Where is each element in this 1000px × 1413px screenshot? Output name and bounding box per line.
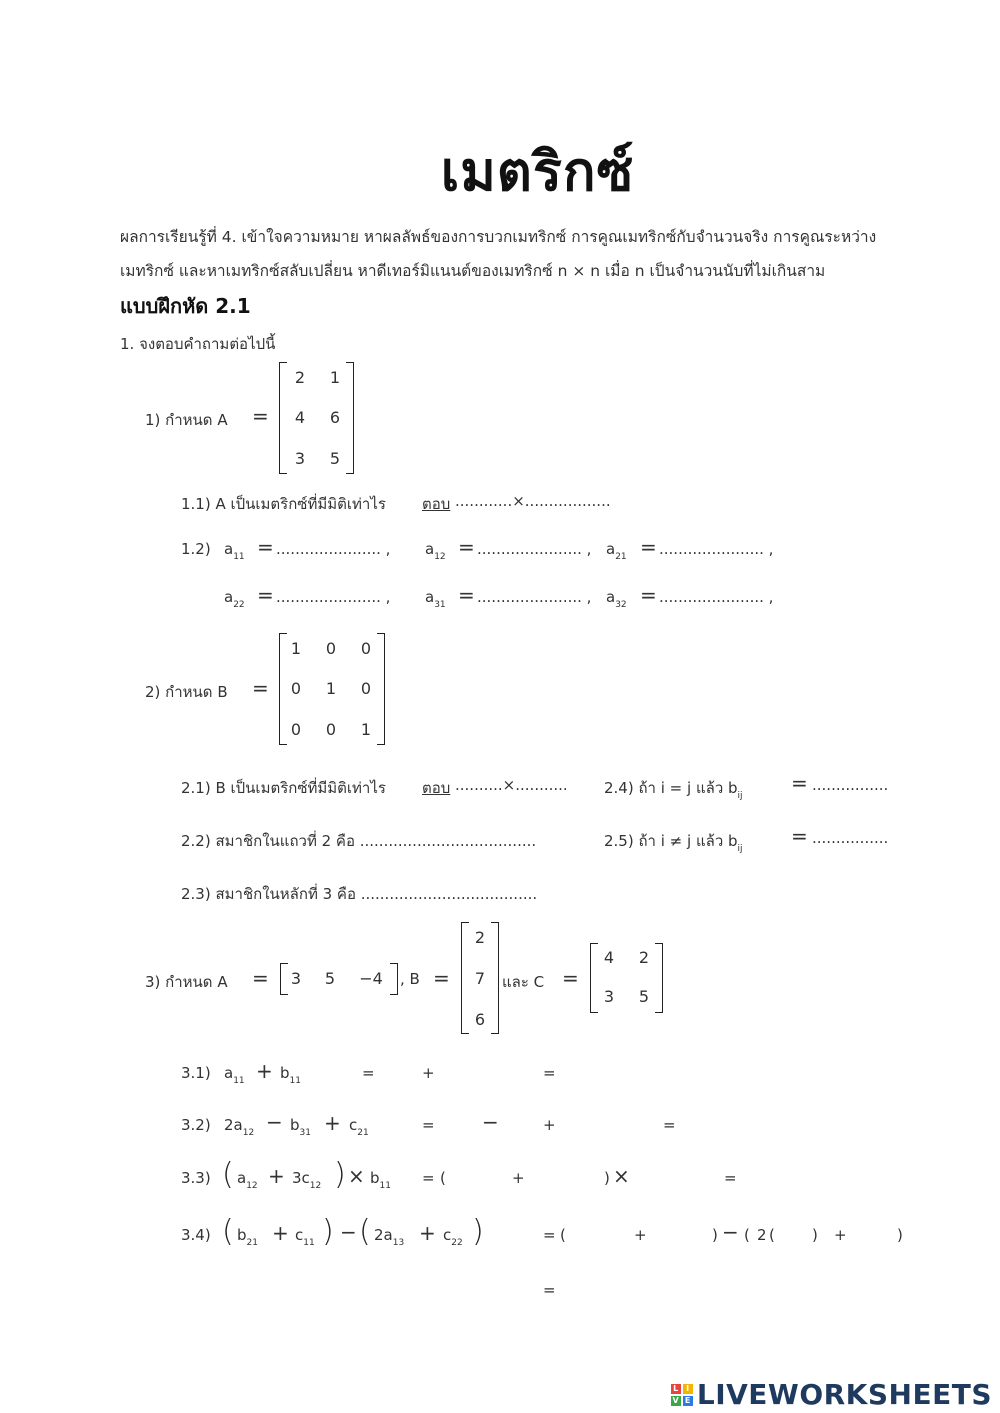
q3-1-b11: $b_{11}$ xyxy=(280,1064,301,1086)
q2-3[interactable]: 2.3) สมาชิกในหลักที่ 3 คือ ..................................... xyxy=(181,885,538,903)
p3-comma-b: , B xyxy=(400,970,420,988)
column-matrix-b xyxy=(461,922,499,1034)
q1-1-answer-word: ตอบ xyxy=(422,495,451,513)
q3-3-equals-result: = xyxy=(724,1169,737,1187)
q1-2-a12-blank[interactable]: ...................... , xyxy=(477,540,592,558)
p3-and-c: และ C xyxy=(502,973,545,991)
q3-2-minus: − xyxy=(482,1110,499,1134)
p3-label: 3) กำหนด A xyxy=(145,973,228,991)
close-paren: ) xyxy=(334,1157,346,1192)
times-sign: × xyxy=(348,1164,365,1188)
matrix-a-cell: 6 xyxy=(329,408,341,427)
plus-sign: + xyxy=(256,1059,273,1083)
matrix-c-cell: 2 xyxy=(638,948,650,967)
q1-2-a11: $a_{11}$ xyxy=(224,540,245,562)
q3-4-label: 3.4) xyxy=(181,1226,211,1244)
question-1-instruction: 1. จงตอบคำถามต่อไปนี้ xyxy=(120,335,276,353)
q3-4-equals: = xyxy=(543,1226,556,1244)
q1-2-label: 1.2) xyxy=(181,540,211,558)
q3-2-2a12: $2a_{12}$ xyxy=(224,1116,255,1138)
q3-4-close-3: ) xyxy=(897,1226,903,1244)
q2-2[interactable]: 2.2) สมาชิกในแถวที่ 2 คือ ..................................... xyxy=(181,832,537,850)
q3-4-open-1: ( xyxy=(560,1226,566,1244)
matrix-b-cell: 1 xyxy=(360,720,372,739)
open-paren: ( xyxy=(222,1157,234,1192)
q3-3-3c12: $3c_{12}$ xyxy=(292,1169,322,1191)
minus-sign: − xyxy=(266,1110,283,1134)
matrix-a xyxy=(279,362,354,474)
p2-equals: = xyxy=(252,676,269,700)
q3-2-equals: = xyxy=(422,1116,435,1134)
equals-sign: = xyxy=(640,583,657,607)
matrix-a-cell: 4 xyxy=(294,408,306,427)
matrix-c-cell: 4 xyxy=(603,948,615,967)
q3-4-minus: − xyxy=(722,1220,739,1244)
q3-1-plus: + xyxy=(422,1064,435,1082)
q3-1-equals-result: = xyxy=(543,1064,556,1082)
matrix-a-cell: 2 xyxy=(294,368,306,387)
p2-label: 2) กำหนด B xyxy=(145,683,228,701)
matrix-b-cell: 0 xyxy=(325,639,337,658)
equals-sign: = xyxy=(458,535,475,559)
q1-2-a11-blank[interactable]: ...................... , xyxy=(276,540,391,558)
q3-3-open: ( xyxy=(440,1169,446,1187)
matrix-c-cell: 3 xyxy=(603,987,615,1006)
learning-objective-line-1: ผลการเรียนรู้ที่ 4. เข้าใจความหมาย หาผลลัพธ์ของการบวกเมทริกซ์ การคูณเมทริกซ์กับจำนวนจริง การคูณระหว่าง xyxy=(120,228,877,246)
q1-2-a12: $a_{12}$ xyxy=(425,540,446,562)
p3-equals: = xyxy=(252,966,269,990)
equals-sign: = xyxy=(640,535,657,559)
close-paren: ) xyxy=(322,1214,334,1249)
row-matrix-a xyxy=(280,963,398,995)
q2-5-blank[interactable]: ................ xyxy=(812,829,889,847)
q3-2-equals-result: = xyxy=(663,1116,676,1134)
close-paren: ) xyxy=(472,1214,484,1249)
p1-equals: = xyxy=(252,404,269,428)
open-paren: ( xyxy=(359,1214,371,1249)
q2-4: 2.4) ถ้า i = j แล้ว $b_{ij}$ xyxy=(604,779,743,801)
q3-4-two: 2 xyxy=(757,1226,767,1244)
page-title: เมตริกซ์ xyxy=(440,140,635,203)
q3-3-plus: + xyxy=(512,1169,525,1187)
q3-3-equals: = xyxy=(422,1169,435,1187)
brand-name: LIVEWORKSHEETS xyxy=(696,1378,992,1411)
q3-3-close: ) xyxy=(604,1169,610,1187)
open-paren: ( xyxy=(222,1214,234,1249)
q3-1-equals: = xyxy=(362,1064,375,1082)
matrix-b xyxy=(279,633,385,745)
plus-sign: + xyxy=(272,1221,289,1245)
q3-4-equals-result: = xyxy=(543,1281,556,1299)
column-matrix-b-cell: 7 xyxy=(474,969,486,988)
p3-equals-c: = xyxy=(562,966,579,990)
q1-2-a31-blank[interactable]: ...................... , xyxy=(477,588,592,606)
equals-sign: = xyxy=(257,583,274,607)
q2-1-answer-word: ตอบ xyxy=(422,779,451,797)
q3-4-b21: $b_{21}$ xyxy=(237,1226,258,1248)
matrix-a-cell: 5 xyxy=(329,449,341,468)
q3-3-times: × xyxy=(613,1164,630,1188)
q3-2-plus: + xyxy=(543,1116,556,1134)
q3-4-open-2: ( xyxy=(744,1226,750,1244)
q3-4-2a13: $2a_{13}$ xyxy=(374,1226,405,1248)
q3-1-label: 3.1) xyxy=(181,1064,211,1082)
matrix-b-cell: 1 xyxy=(290,639,302,658)
q3-2-label: 3.2) xyxy=(181,1116,211,1134)
q3-4-c11: $c_{11}$ xyxy=(295,1226,315,1248)
matrix-b-cell: 0 xyxy=(290,679,302,698)
q3-4-close-2: ) xyxy=(812,1226,818,1244)
matrix-b-cell: 0 xyxy=(360,679,372,698)
row-matrix-a-cell: 3 xyxy=(290,969,302,988)
equals-sign: = xyxy=(791,771,808,795)
q3-4-c22: $c_{22}$ xyxy=(443,1226,463,1248)
q1-1-answer-blank[interactable]: ............×.................. xyxy=(455,492,611,510)
plus-sign: + xyxy=(324,1111,341,1135)
matrix-b-cell: 0 xyxy=(360,639,372,658)
q3-3-a12: $a_{12}$ xyxy=(237,1169,258,1191)
equals-sign: = xyxy=(791,824,808,848)
column-matrix-b-cell: 2 xyxy=(474,928,486,947)
minus-sign: − xyxy=(340,1220,357,1244)
column-matrix-b-cell: 6 xyxy=(474,1010,486,1029)
matrix-b-cell: 0 xyxy=(290,720,302,739)
q1-2-a22: $a_{22}$ xyxy=(224,588,245,610)
learning-objective-line-2: เมทริกซ์ และหาเมทริกซ์สลับเปลี่ยน หาดีเทอร์มิแนนต์ของเมทริกซ์ n × n เมื่อ n เป็นจำนวนนับที่ไม่เกินสาม xyxy=(120,262,826,280)
equals-sign: = xyxy=(257,535,274,559)
p3-equals-b: = xyxy=(433,966,450,990)
matrix-a-cell: 1 xyxy=(329,368,341,387)
liveworksheets-icon: L I V E xyxy=(671,1384,693,1406)
row-matrix-a-cell: 5 xyxy=(324,969,336,988)
q3-4-open-3: ( xyxy=(769,1226,775,1244)
q3-4-close-1: ) xyxy=(712,1226,718,1244)
p1-label: 1) กำหนด A xyxy=(145,411,228,429)
matrix-c xyxy=(590,943,663,1013)
matrix-c-cell: 5 xyxy=(638,987,650,1006)
q1-2-a21-blank[interactable]: ...................... , xyxy=(659,540,774,558)
q1-2-a22-blank[interactable]: ...................... , xyxy=(276,588,391,606)
liveworksheets-logo[interactable] xyxy=(671,1378,992,1411)
q3-3-b11: $b_{11}$ xyxy=(370,1169,391,1191)
plus-sign: + xyxy=(419,1221,436,1245)
matrix-b-cell: 0 xyxy=(325,720,337,739)
q1-1-label: 1.1) A เป็นเมตริกซ์ที่มีมิติเท่าไร xyxy=(181,495,386,513)
q1-2-a21: $a_{21}$ xyxy=(606,540,627,562)
matrix-a-cell: 3 xyxy=(294,449,306,468)
equals-sign: = xyxy=(458,583,475,607)
row-matrix-a-cell: −4 xyxy=(359,969,383,988)
q3-1-a11: $a_{11}$ xyxy=(224,1064,245,1086)
matrix-b-cell: 1 xyxy=(325,679,337,698)
q2-1-answer-blank[interactable]: ..........×........... xyxy=(455,776,568,794)
exercise-heading: แบบฝึกหัด 2.1 xyxy=(120,294,251,318)
q3-4-plus-1: + xyxy=(634,1226,647,1244)
q2-5: 2.5) ถ้า i ≠ j แล้ว $b_{ij}$ xyxy=(604,832,743,854)
q1-2-a31: $a_{31}$ xyxy=(425,588,446,610)
q3-2-b31: $b_{31}$ xyxy=(290,1116,311,1138)
q1-2-a32: $a_{32}$ xyxy=(606,588,627,610)
q3-3-label: 3.3) xyxy=(181,1169,211,1187)
plus-sign: + xyxy=(268,1164,285,1188)
q1-2-a32-blank[interactable]: ...................... , xyxy=(659,588,774,606)
q2-1-label: 2.1) B เป็นเมตริกซ์ที่มีมิติเท่าไร xyxy=(181,779,386,797)
q3-4-plus-2: + xyxy=(834,1226,847,1244)
q3-2-c21: $c_{21}$ xyxy=(349,1116,369,1138)
q2-4-blank[interactable]: ................ xyxy=(812,776,889,794)
